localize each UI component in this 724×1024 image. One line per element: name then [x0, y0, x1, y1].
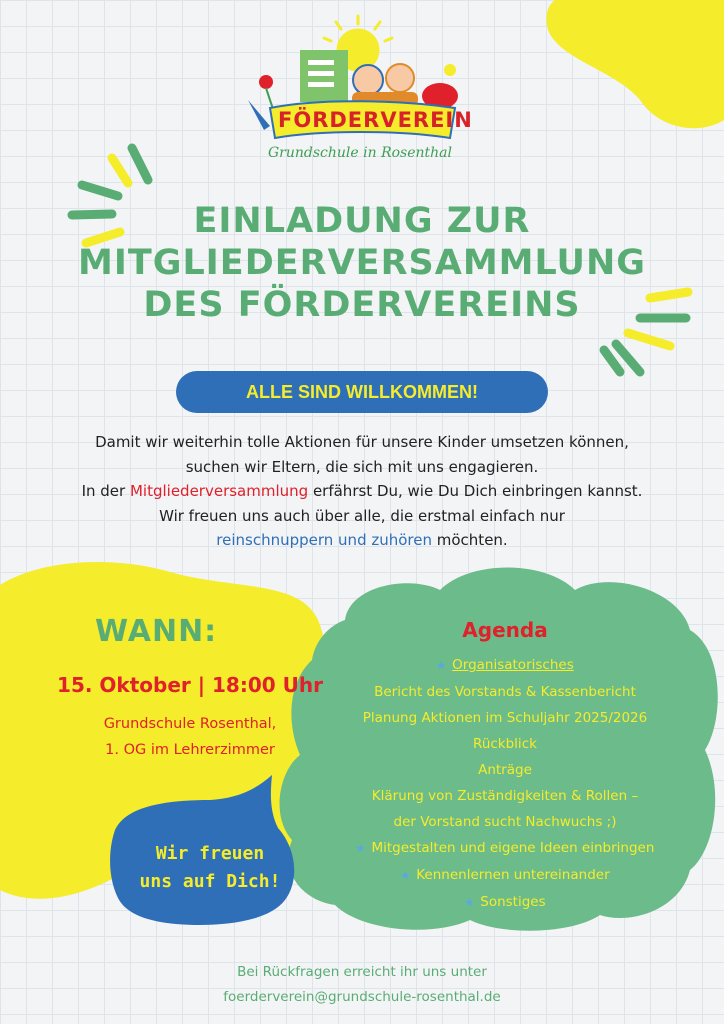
- title-line-2: MITGLIEDERVERSAMMLUNG: [78, 243, 646, 283]
- when-location: [40, 711, 340, 763]
- agenda-item-text: Mitgestalten und eigene Ideen einbringen: [371, 840, 655, 856]
- agenda-item: [320, 783, 690, 809]
- location-line-2: 1. OG im Lehrerzimmer: [105, 742, 275, 758]
- agenda-item-text: Klärung von Zuständigkeiten & Rollen –: [371, 788, 639, 804]
- intro-highlight-meeting: Mitgliederversammlung: [129, 482, 309, 500]
- agenda-item: [320, 652, 690, 679]
- agenda-item: [320, 835, 690, 862]
- children-icon: [352, 64, 418, 106]
- logo-title: FÖRDERVEREIN: [278, 108, 473, 132]
- bubble-line-2: uns auf Dich!: [139, 871, 281, 892]
- title-line-3: DES FÖRDERVEREINS: [143, 285, 581, 325]
- logo: [240, 8, 480, 183]
- intro-line-1: Damit wir weiterhin tolle Aktionen für unsere Kinder umsetzen können,: [95, 433, 629, 451]
- agenda-item: [320, 809, 690, 835]
- agenda-item-text: Anträge: [478, 762, 532, 778]
- agenda-item-text: Planung Aktionen im Schuljahr 2025/2026: [362, 710, 648, 726]
- footer-line: Bei Rückfragen erreicht ihr uns unter: [237, 964, 487, 980]
- star-icon: ★: [464, 896, 475, 909]
- agenda-item: [320, 731, 690, 757]
- footer-email[interactable]: foerderverein@grundschule-rosenthal.de: [223, 989, 501, 1005]
- intro-highlight-listen: reinschnuppern und zuhören: [216, 531, 432, 549]
- agenda-item-text: Kennenlernen untereinander: [416, 867, 610, 883]
- bubble-line-1: Wir freuen: [155, 843, 265, 864]
- intro-line-4: Wir freuen uns auch über alle, die erstmal einfach nur: [159, 506, 565, 525]
- footer-contact: [60, 960, 664, 1010]
- intro-line-3-pre: In der: [81, 482, 130, 500]
- intro-line-3: [40, 479, 684, 504]
- agenda-list: [320, 652, 690, 916]
- agenda-item-text: Rückblick: [473, 736, 537, 752]
- star-icon: ★: [400, 869, 411, 882]
- speech-bubble-text: [120, 840, 300, 896]
- piggy-bank-icon: [422, 64, 458, 109]
- star-icon: ★: [436, 659, 447, 672]
- agenda-item-text: Sonstiges: [480, 894, 546, 910]
- intro-line-2: suchen wir Eltern, die sich mit uns engagieren.: [185, 457, 539, 476]
- welcome-banner: ALLE SIND WILLKOMMEN!: [176, 371, 548, 413]
- location-line-1: Grundschule Rosenthal,: [103, 716, 277, 732]
- yellow-blob-top-right: [546, 0, 724, 128]
- agenda-item: [320, 757, 690, 783]
- intro-text: [40, 430, 684, 553]
- logo-subtitle: Grundschule in Rosenthal: [267, 145, 452, 161]
- agenda-item-text: Organisatorisches: [452, 657, 574, 673]
- agenda-item-text: der Vorstand sucht Nachwuchs ;): [393, 814, 617, 830]
- agenda-item: [320, 862, 690, 889]
- building-icon: [300, 50, 348, 102]
- star-icon: ★: [355, 842, 366, 855]
- agenda-item: [320, 889, 690, 916]
- agenda-item: [320, 705, 690, 731]
- intro-line-3-post: erfährst Du, wie Du Dich einbringen kannst.: [308, 482, 643, 500]
- when-date-time: 15. Oktober | 18:00 Uhr: [57, 673, 323, 697]
- intro-line-5: [40, 528, 684, 553]
- agenda-item-text: Bericht des Vorstands & Kassenbericht: [374, 684, 636, 700]
- when-label: WANN:: [95, 614, 218, 649]
- title-line-1: EINLADUNG ZUR: [193, 201, 531, 241]
- intro-line-5-post: möchten.: [432, 531, 508, 549]
- agenda-item: [320, 679, 690, 705]
- agenda-title: Agenda: [462, 618, 548, 642]
- page-title: [60, 200, 664, 326]
